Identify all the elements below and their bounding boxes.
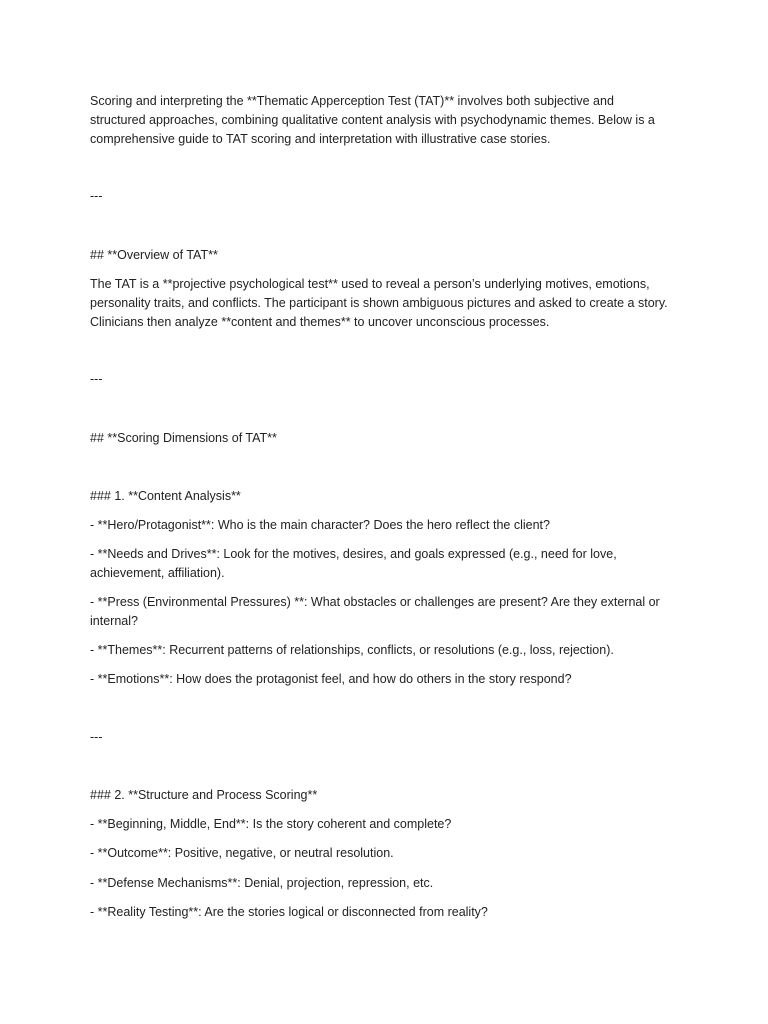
structure-item-beginning: - **Beginning, Middle, End**: Is the story coherent and complete?: [90, 817, 452, 831]
content-item-emotions: - **Emotions**: How does the protagonist feel, and how do others in the story respond?: [90, 672, 572, 686]
content-item-press-cont: internal?: [90, 614, 138, 628]
separator: ---: [90, 372, 103, 386]
separator: ---: [90, 189, 103, 203]
overview-line-1: The TAT is a **projective psychological test** used to reveal a person’s underlying motives, emotions,: [90, 277, 650, 291]
overview-line-3: Clinicians then analyze **content and themes** to uncover unconscious processes.: [90, 315, 550, 329]
structure-heading: ### 2. **Structure and Process Scoring**: [90, 788, 318, 802]
content-item-needs-cont: achievement, affiliation).: [90, 566, 225, 580]
structure-item-reality: - **Reality Testing**: Are the stories logical or disconnected from reality?: [90, 905, 488, 919]
intro-line-1: Scoring and interpreting the **Thematic Apperception Test (TAT)** involves both subjective and: [90, 94, 614, 108]
structure-item-defense: - **Defense Mechanisms**: Denial, projection, repression, etc.: [90, 876, 434, 890]
separator: ---: [90, 730, 103, 744]
overview-heading: ## **Overview of TAT**: [90, 248, 218, 262]
content-item-needs: - **Needs and Drives**: Look for the motives, desires, and goals expressed (e.g., need for love,: [90, 547, 617, 561]
structure-item-outcome: - **Outcome**: Positive, negative, or neutral resolution.: [90, 846, 394, 860]
scoring-heading: ## **Scoring Dimensions of TAT**: [90, 431, 277, 445]
content-analysis-heading: ### 1. **Content Analysis**: [90, 489, 241, 503]
content-item-hero: - **Hero/Protagonist**: Who is the main character? Does the hero reflect the client?: [90, 518, 550, 532]
content-item-press: - **Press (Environmental Pressures) **: What obstacles or challenges are present? Are they external or: [90, 595, 660, 609]
intro-line-3: comprehensive guide to TAT scoring and interpretation with illustrative case stories.: [90, 132, 551, 146]
content-item-themes: - **Themes**: Recurrent patterns of relationships, conflicts, or resolutions (e.g., loss, rejection).: [90, 643, 614, 657]
intro-line-2: structured approaches, combining qualitative content analysis with psychodynamic themes. Below is a: [90, 113, 655, 127]
overview-line-2: personality traits, and conflicts. The participant is shown ambiguous pictures and asked to create a story.: [90, 296, 668, 310]
